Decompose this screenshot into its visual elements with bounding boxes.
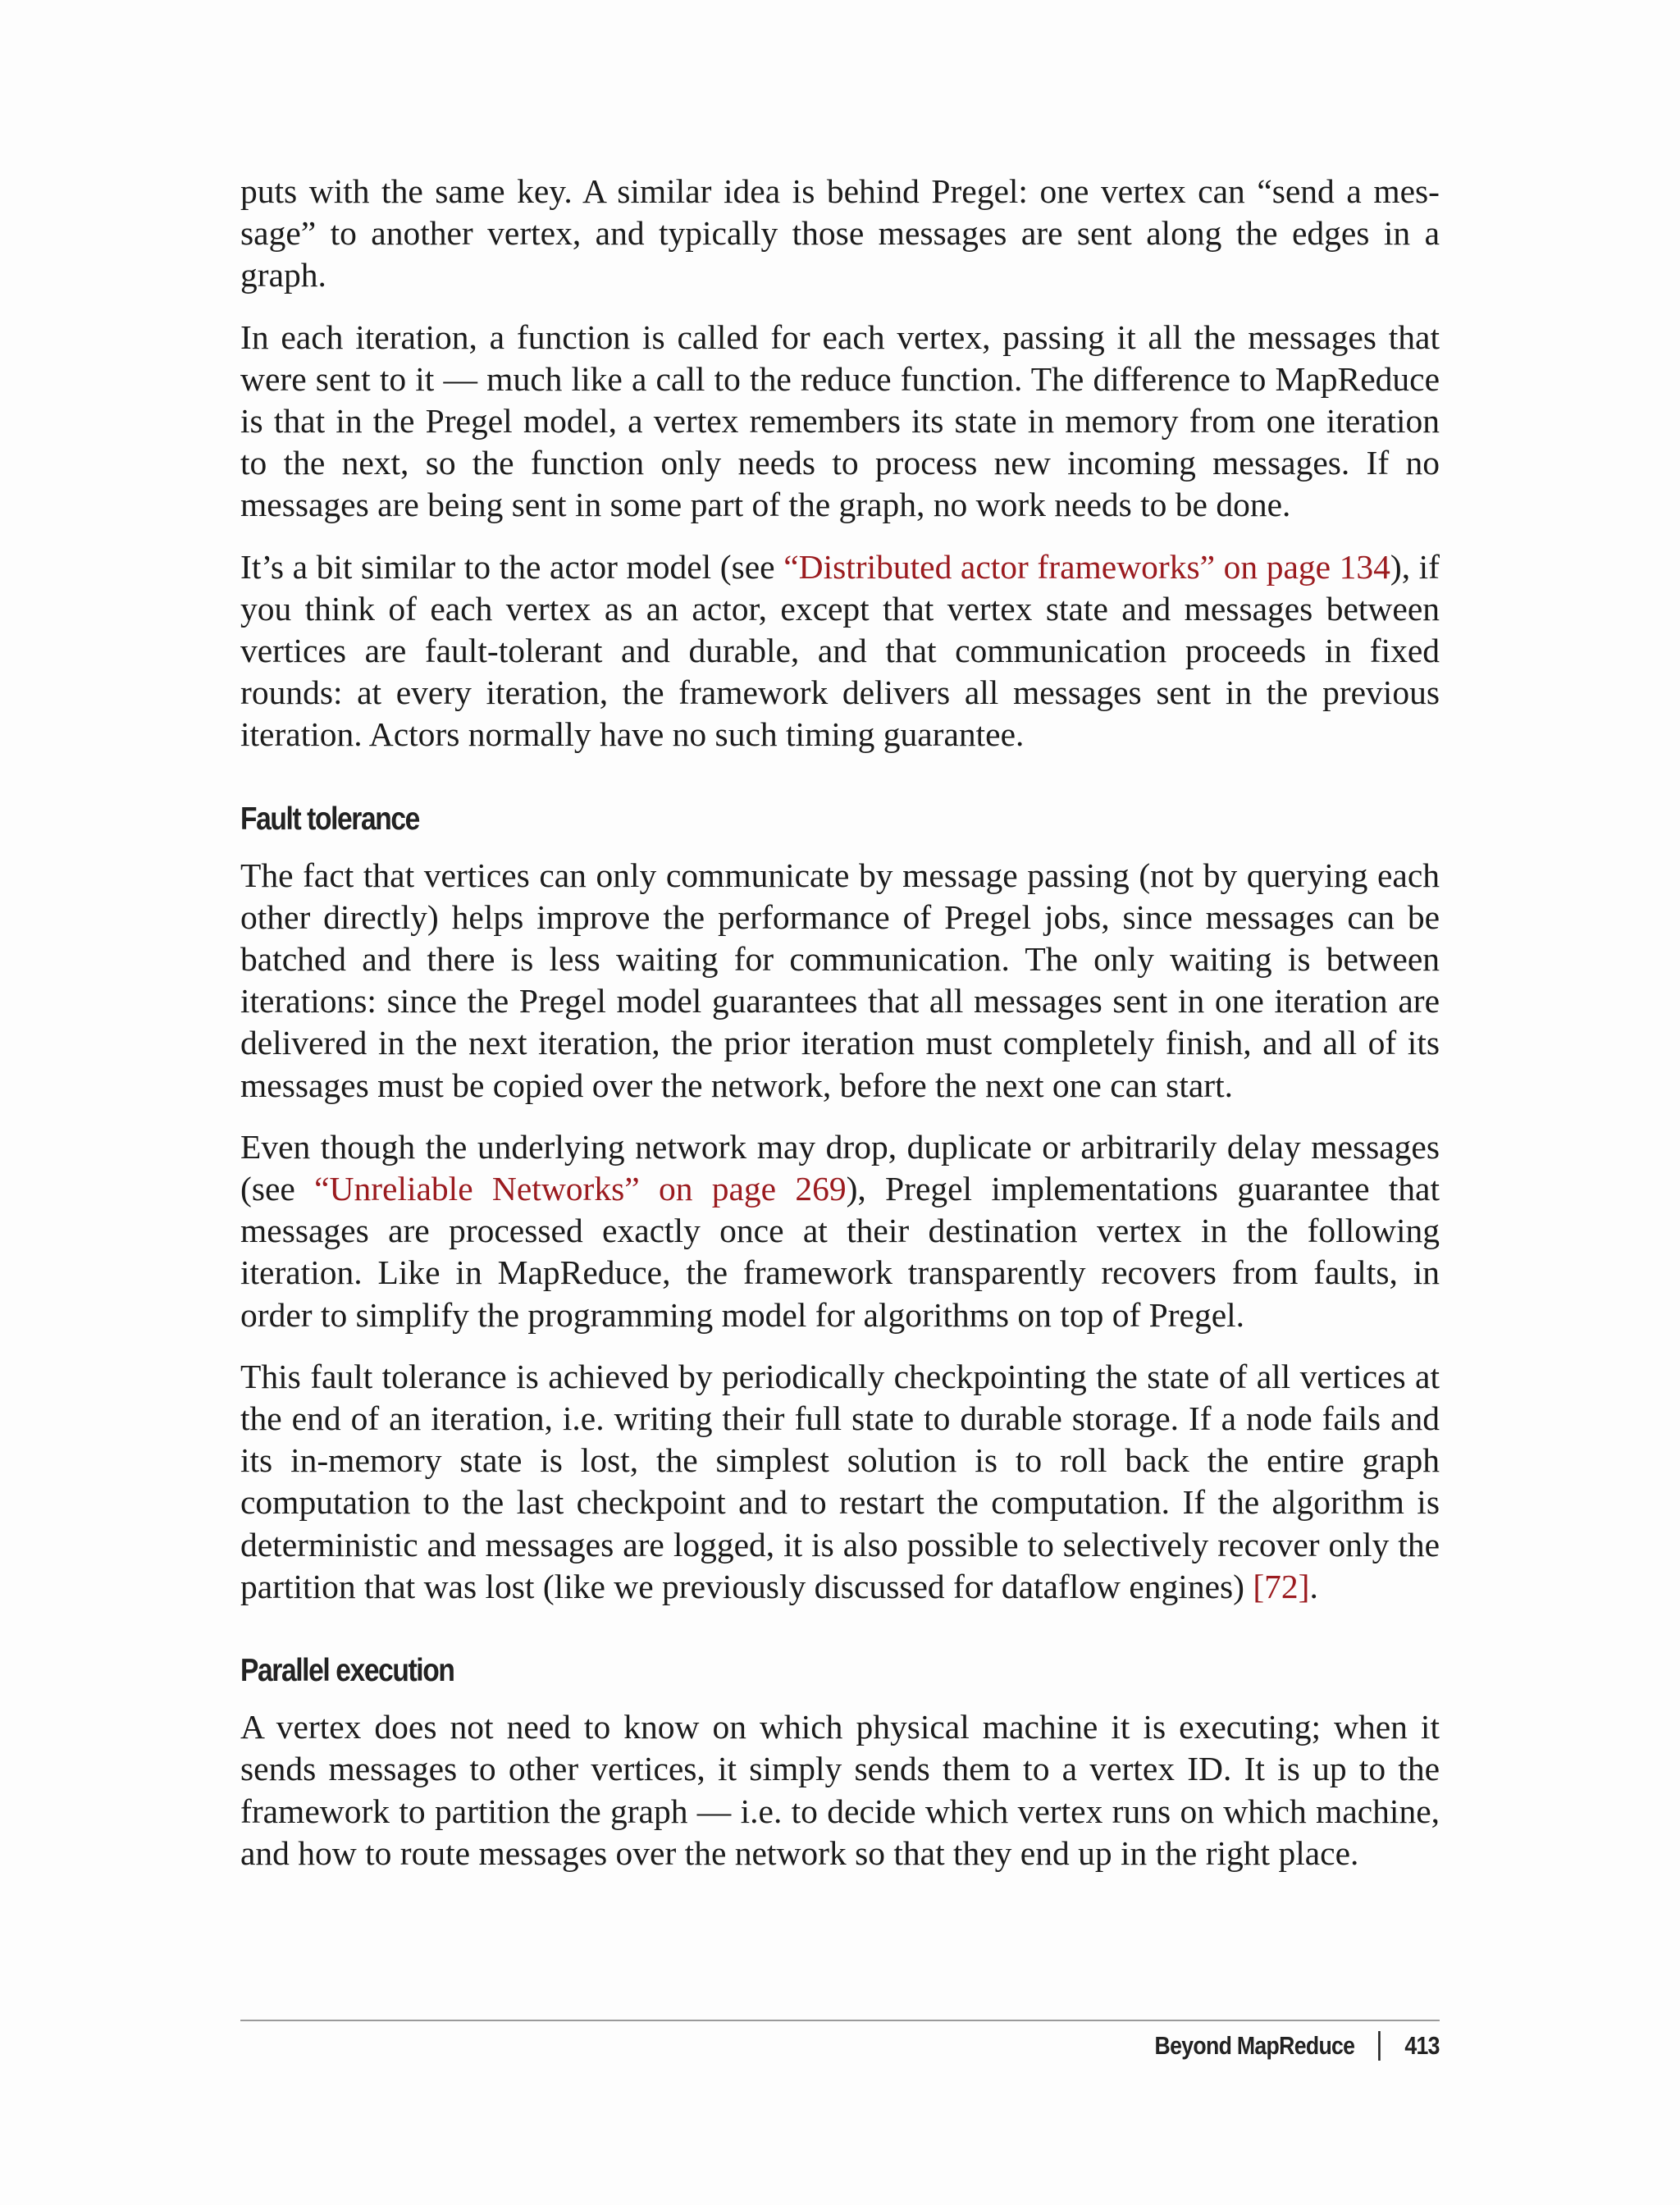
footer-chapter-title: Beyond MapReduce — [1154, 2031, 1355, 2060]
paragraph-text: It’s a bit similar to the actor model (see — [240, 547, 784, 586]
cross-reference-link[interactable]: “Distributed actor frameworks” on page 134 — [783, 547, 1390, 586]
paragraph-text: . — [1309, 1567, 1318, 1605]
paragraph — [240, 1356, 1440, 1608]
paragraph-text: Even though the underlying network may drop, duplicate or arbitrarily delay messages (see — [240, 1127, 1440, 1208]
paragraph: The fact that vertices can only communicate by message passing (not by querying each other directly) helps improve the performance of Pregel jobs, since messages can be batched and there is less waiting for communication. The only waiting is between iterations: since the Pregel model guarantees that all messages sent in one iteration are delivered in the next iteration, the prior iteration must completely finish, and all of its messages must be copied over the network, before the next one can start. — [240, 856, 1440, 1104]
footer-divider — [240, 2020, 1440, 2021]
section-heading-parallel-execution: Parallel execution — [240, 1653, 454, 1689]
paragraph: In each iteration, a function is called for each vertex, passing it all the messages that were sent to it — much like a call to the reduce function. The difference to MapReduce is that in the Pregel model, a vertex remembers its state in memory from one iteration to the next, so the function only needs to process new incoming messages. If no messages are being sent in some part of the graph, no work needs to be done. — [240, 317, 1440, 524]
section-heading-fault-tolerance: Fault tolerance — [240, 801, 419, 837]
footer-separator — [1379, 2031, 1381, 2061]
paragraph: puts with the same key. A similar idea is behind Pregel: one vertex can “send a message” to another vertex, and typically those messages are sent along the edges in a graph. — [240, 172, 1440, 294]
cross-reference-link[interactable]: “Unreliable Networks” on page 269 — [314, 1170, 847, 1208]
paragraph — [240, 546, 1440, 756]
paragraph-text: ), Pregel implementations guarantee that messages are processed exactly once at their destination vertex in the following iteration. Like in MapReduce, the framework transparently recovers from faults, in order to simplify the programming model for algorithms on top of Pregel. — [240, 1170, 1440, 1334]
page-number: 413 — [1404, 2031, 1440, 2060]
paragraph-text: ), if you think of each vertex as an actor, except that vertex state and messages between vertices are fault-tolerant and durable, and that communication proceeds in fixed rounds: at every iteration, the framework delivers all messages sent in the previous iteration. Actors normally have no such timing guarantee. — [240, 547, 1440, 754]
paragraph-text: This fault tolerance is achieved by periodically checkpointing the state of all vertices at the end of an iteration, i.e. writing their full state to durable storage. If a node fails and its in-memory state is lost, the simplest solution is to roll back the entire graph computation to the last checkpoint and to restart the computation. If the algorithm is deterministic and messages are logged, it is also possible to selectively recover only the partition that was lost (like we previously discussed for dataflow engines) — [240, 1357, 1440, 1605]
citation-link[interactable]: [72] — [1253, 1567, 1310, 1605]
paragraph — [240, 1126, 1440, 1336]
page-footer — [1155, 2031, 1440, 2061]
paragraph: A vertex does not need to know on which physical machine it is executing; when it sends messages to other vertices, it simply sends them to a vertex ID. It is up to the framework to partition the graph — i.e. to decide which vertex runs on which machine, and how to route messages over the network so that they end up in the right place. — [240, 1708, 1440, 1872]
page-content — [240, 171, 1440, 1894]
